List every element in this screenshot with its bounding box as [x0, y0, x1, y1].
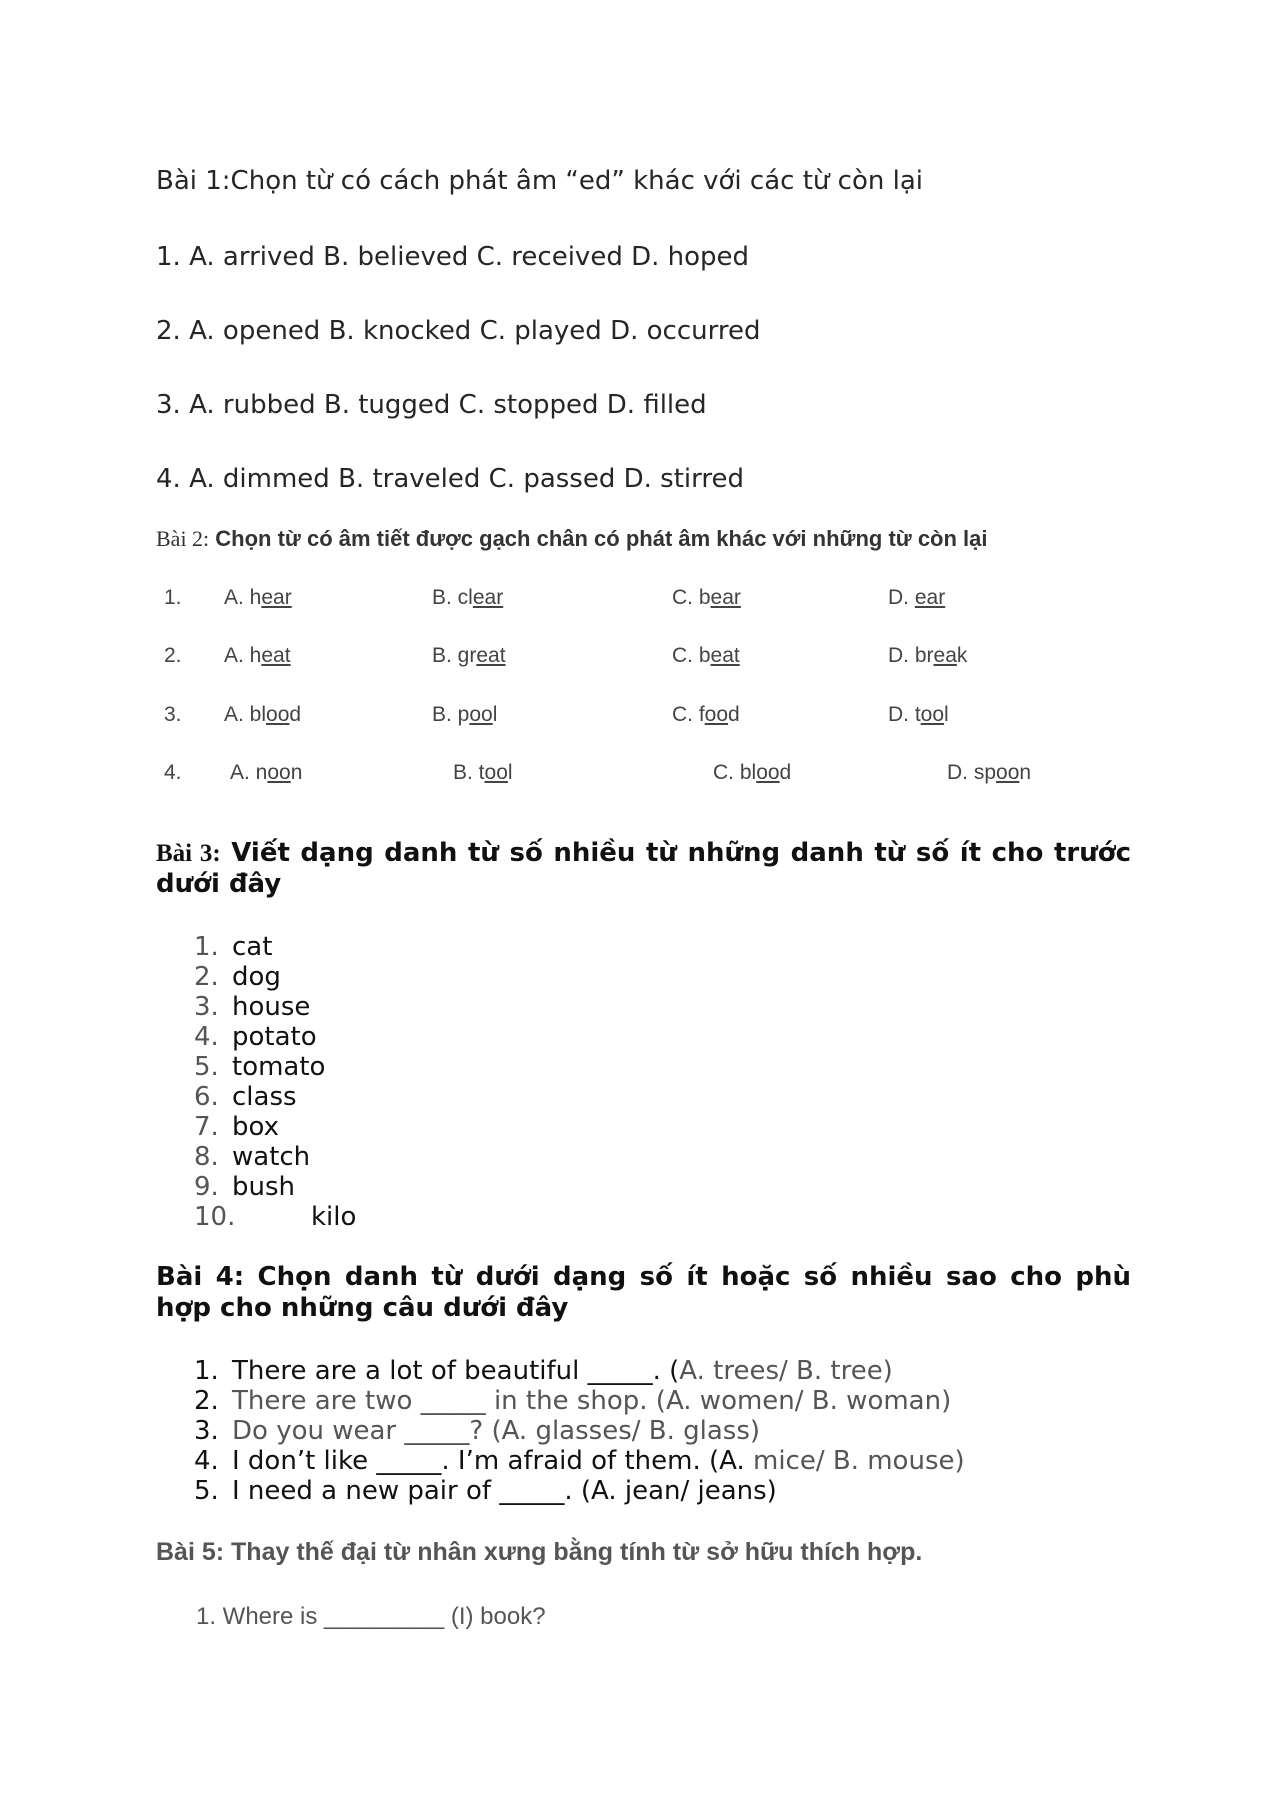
option-text: A. n	[230, 761, 268, 784]
sentence-options: There are two _____ in the shop. (A. women/ B. woman)	[232, 1386, 952, 1416]
exercise-3-item	[194, 1202, 594, 1232]
item-number: 7.	[194, 1112, 219, 1142]
exercise-1-question: 4. A. dimmed B. traveled C. passed D. stirred	[156, 464, 744, 494]
exercise-2-option	[888, 644, 967, 668]
item-number: 4.	[194, 1022, 219, 1052]
exercise-5-question: 1. Where is _________ (I) book?	[196, 1603, 546, 1630]
exercise-2-heading: Chọn từ có âm tiết được gạch chân có phát âm khác với những từ còn lại	[209, 526, 988, 551]
underlined-sound: ear	[261, 586, 292, 609]
exercise-2-row-number: 2.	[164, 644, 182, 667]
item-sentence	[232, 1416, 760, 1446]
item-word: bush	[232, 1172, 296, 1202]
sentence-text: I don’t like _____. I’m afraid of them. (A.	[232, 1446, 753, 1476]
exercise-4-item	[194, 1476, 1094, 1506]
sentence-options: A. trees/ B. tree)	[679, 1356, 893, 1386]
underlined-sound: eat	[476, 644, 506, 667]
exercise-3-item	[194, 1022, 594, 1052]
exercise-3-item	[194, 1172, 594, 1202]
option-text: D. t	[888, 703, 921, 726]
exercise-3-item	[194, 1052, 594, 1082]
exercise-4-item	[194, 1386, 1094, 1416]
exercise-1-question: 2. A. opened B. knocked C. played D. occurred	[156, 316, 761, 346]
exercise-3-title	[156, 838, 1131, 900]
exercise-2-option	[888, 703, 949, 727]
option-text: B. t	[453, 761, 485, 784]
item-number: 9.	[194, 1172, 219, 1202]
exercise-2-option	[672, 644, 740, 668]
underlined-sound: ea	[933, 644, 957, 667]
exercise-2-option	[432, 703, 497, 727]
exercise-2-option	[224, 703, 301, 727]
item-word: cat	[232, 932, 273, 962]
underlined-sound: ear	[914, 586, 946, 609]
item-number: 2.	[194, 1386, 219, 1416]
option-text: D. br	[888, 644, 934, 667]
exercise-3-item	[194, 1082, 594, 1112]
option-text: D.	[888, 586, 915, 609]
exercise-3-item	[194, 932, 594, 962]
exercise-3-heading: Viết dạng danh từ số nhiều từ những danh từ số ít cho trước dưới đây	[156, 838, 1132, 899]
exercise-2-option	[230, 761, 302, 785]
exercise-2-title	[156, 526, 988, 552]
sentence-text: I need a new pair of _____. (A. jean/ jeans)	[232, 1476, 777, 1506]
exercise-2-option	[224, 586, 292, 610]
exercise-2-option	[888, 586, 945, 610]
exercise-2-row-number: 3.	[164, 703, 182, 726]
underlined-sound: eat	[710, 644, 740, 667]
exercise-3-label: Bài 3:	[156, 840, 221, 867]
option-text: d	[728, 703, 740, 726]
underlined-sound: oo	[996, 761, 1020, 784]
exercise-2-option	[672, 586, 741, 610]
option-text: d	[779, 761, 792, 784]
exercise-4-item	[194, 1416, 1094, 1446]
option-text: A. bl	[224, 703, 267, 726]
exercise-1-question: 3. A. rubbed B. tugged C. stopped D. filled	[156, 390, 707, 420]
underlined-sound: oo	[704, 703, 729, 726]
exercise-2-option	[432, 644, 506, 668]
option-text: B. p	[432, 703, 470, 726]
item-number: 5.	[194, 1052, 219, 1082]
option-text: C. bl	[713, 761, 757, 784]
exercise-2-option	[432, 586, 503, 610]
exercise-3-item	[194, 962, 594, 992]
underlined-sound: ear	[472, 586, 504, 609]
item-sentence	[232, 1356, 893, 1386]
item-number: 5.	[194, 1476, 219, 1506]
option-text: n	[290, 761, 303, 784]
item-word: class	[232, 1082, 297, 1112]
exercise-2-option	[224, 644, 291, 668]
item-number: 1.	[194, 932, 219, 962]
option-text: B. cl	[432, 586, 473, 609]
exercise-2-option	[453, 761, 513, 785]
item-word: kilo	[311, 1202, 357, 1232]
item-word: watch	[232, 1142, 311, 1172]
item-number: 4.	[194, 1446, 219, 1476]
underlined-sound: eat	[261, 644, 291, 667]
exercise-2-row-number: 1.	[164, 586, 182, 609]
item-number: 1.	[194, 1356, 219, 1386]
exercise-1-question: 1. A. arrived B. believed C. received D. hoped	[156, 242, 750, 272]
option-text: C. b	[672, 644, 711, 667]
underlined-sound: oo	[484, 761, 508, 784]
item-word: house	[232, 992, 311, 1022]
underlined-sound: ear	[710, 586, 741, 609]
item-word: dog	[232, 962, 281, 992]
item-word: box	[232, 1112, 279, 1142]
exercise-3-item	[194, 1142, 594, 1172]
option-text: k	[956, 644, 968, 667]
item-number: 6.	[194, 1082, 219, 1112]
item-number: 3.	[194, 992, 219, 1022]
sentence-text: There are a lot of beautiful _____. (	[232, 1356, 680, 1386]
item-sentence	[232, 1446, 965, 1476]
exercise-2-option	[947, 761, 1031, 785]
option-text: A. h	[224, 644, 262, 667]
option-text: l	[507, 761, 513, 784]
exercise-3-item	[194, 1112, 594, 1142]
option-text: l	[492, 703, 498, 726]
item-word: potato	[232, 1022, 317, 1052]
underlined-sound: oo	[267, 761, 291, 784]
exercise-4-title: Bài 4: Chọn danh từ dưới dạng số ít hoặc số nhiều sao cho phù hợp cho những câu dưới đây	[156, 1262, 1131, 1323]
underlined-sound: oo	[469, 703, 493, 726]
option-text: C. f	[672, 703, 705, 726]
sentence-options: mice/ B. mouse)	[753, 1446, 965, 1476]
option-text: C. b	[672, 586, 711, 609]
exercise-4-item	[194, 1446, 1094, 1476]
item-number: 10.	[194, 1202, 236, 1232]
exercise-4-item	[194, 1356, 1094, 1386]
exercise-1-title: Bài 1:Chọn từ có cách phát âm “ed” khác với các từ còn lại	[156, 166, 923, 196]
underlined-sound: oo	[920, 703, 945, 726]
exercise-3-item	[194, 992, 594, 1022]
sentence-options: Do you wear _____? (A. glasses/ B. glass)	[232, 1416, 761, 1446]
exercise-5-title: Bài 5: Thay thế đại từ nhân xưng bằng tính từ sở hữu thích hợp.	[156, 1538, 923, 1566]
exercise-2-option	[672, 703, 740, 727]
item-sentence	[232, 1476, 777, 1506]
option-text: B. gr	[432, 644, 477, 667]
option-text: l	[944, 703, 949, 726]
exercise-2-row-number: 4.	[164, 761, 182, 784]
option-text: A. h	[224, 586, 262, 609]
underlined-sound: oo	[756, 761, 780, 784]
item-number: 3.	[194, 1416, 219, 1446]
item-number: 8.	[194, 1142, 219, 1172]
option-text: D. sp	[947, 761, 997, 784]
exercise-2-option	[713, 761, 791, 785]
option-text: n	[1019, 761, 1032, 784]
exercise-2-label: Bài 2:	[156, 526, 210, 551]
item-word: tomato	[232, 1052, 326, 1082]
underlined-sound: oo	[266, 703, 290, 726]
option-text: d	[289, 703, 302, 726]
item-sentence	[232, 1386, 951, 1416]
item-number: 2.	[194, 962, 219, 992]
